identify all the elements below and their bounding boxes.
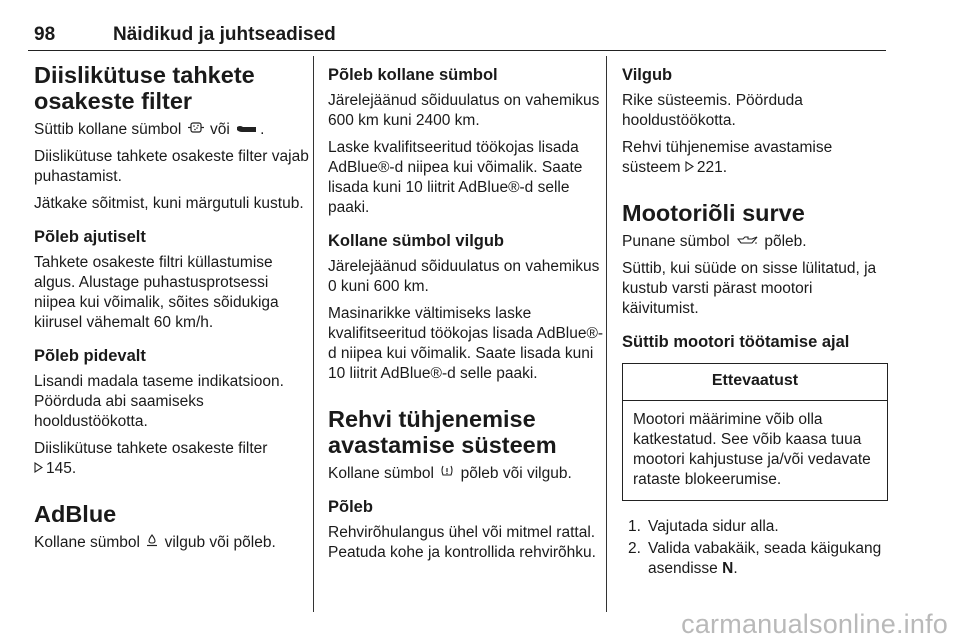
paragraph: Laske kvalifitseeritud töökojas lisada AdBlue®-d niipea kui võimalik. Saate lisada kuni 10 liitrit AdBlue®-d selle paaki. bbox=[328, 139, 583, 216]
paragraph: Rike süsteemis. Pöörduda hooldustöökotta. bbox=[622, 92, 803, 129]
page-reference[interactable]: 145. bbox=[46, 460, 77, 477]
dpf-filter-icon bbox=[188, 119, 204, 139]
subheading: Süttib mootori töötamise ajal bbox=[622, 333, 850, 351]
paragraph: Süttib kollane sümbol või . bbox=[34, 121, 265, 138]
subheading: Kollane sümbol vilgub bbox=[328, 232, 505, 250]
running-title: Näidikud ja juhtseadised bbox=[113, 24, 336, 45]
list-item: 1. Vajutada sidur alla. bbox=[628, 518, 779, 535]
section-title-tpms: Rehvi tühjenemise avastamise süsteem bbox=[328, 406, 557, 458]
tire-pressure-icon bbox=[440, 463, 454, 483]
page-number: 98 bbox=[34, 24, 56, 45]
section-title-dpf: Diislikütuse tahkete osakeste filter bbox=[34, 62, 255, 114]
paragraph: Diislikütuse tahkete osakeste filter 145. bbox=[34, 440, 268, 477]
caution-title: Ettevaatust bbox=[623, 364, 887, 401]
triangle-pointer-icon bbox=[34, 459, 43, 479]
column-3 bbox=[622, 62, 888, 581]
column-1 bbox=[34, 62, 314, 560]
steps-list bbox=[622, 517, 888, 579]
paragraph: Lisandi madala taseme indikatsioon. Pöörduda abi saamiseks hooldustöökotta. bbox=[34, 373, 284, 430]
page-reference[interactable]: 221. bbox=[696, 159, 728, 176]
paragraph: Punane sümbol põleb. bbox=[622, 233, 807, 250]
page-header bbox=[28, 20, 886, 51]
list-item: 2. Valida vabakäik, seada käigukang asendisse N. bbox=[628, 540, 882, 577]
watermark: carmanualsonline.info bbox=[681, 609, 948, 639]
paragraph: Kollane sümbol vilgub või põleb. bbox=[34, 534, 276, 551]
adblue-icon bbox=[146, 532, 158, 552]
exhaust-pipe-icon bbox=[236, 119, 258, 139]
column-2 bbox=[328, 62, 608, 570]
subheading: Põleb bbox=[328, 498, 373, 516]
paragraph: Järelejäänud sõiduulatus on vahemikus 0 kuni 600 km. bbox=[328, 258, 600, 295]
paragraph: Süttib, kui süüde on sisse lülitatud, ja kustub varsti pärast mootori käivitumist. bbox=[622, 260, 877, 317]
section-title-adblue: AdBlue bbox=[34, 501, 117, 527]
triangle-pointer-icon bbox=[685, 158, 694, 178]
paragraph: Järelejäänud sõiduulatus on vahemikus 600 km kuni 2400 km. bbox=[328, 92, 600, 129]
subheading: Põleb kollane sümbol bbox=[328, 66, 498, 84]
paragraph: Diislikütuse tahkete osakeste filter vajab puhastamist. bbox=[34, 148, 309, 185]
paragraph: Rehvi tühjenemise avastamise süsteem 221. bbox=[622, 139, 833, 176]
paragraph: Masinarikke vältimiseks laske kvalifitseeritud töökojas lisada AdBlue®-d niipea kui võimalik. Saate lisada kuni 10 liitrit AdBlue®-d selle paaki. bbox=[328, 305, 604, 382]
section-title-oil-pressure: Mootoriõli surve bbox=[622, 200, 805, 226]
paragraph: Kollane sümbol põleb või vilgub. bbox=[328, 465, 572, 482]
subheading: Vilgub bbox=[622, 66, 673, 84]
caution-box bbox=[622, 363, 888, 501]
paragraph: Rehvirõhulangus ühel või mitmel rattal. Peatuda kohe ja kontrollida rehvirõhku. bbox=[328, 524, 596, 561]
paragraph: Jätkake sõitmist, kuni märgutuli kustub. bbox=[34, 195, 304, 212]
subheading: Põleb pidevalt bbox=[34, 347, 146, 365]
subheading: Põleb ajutiselt bbox=[34, 228, 146, 246]
oil-can-icon bbox=[736, 231, 758, 251]
caution-text: Mootori määrimine võib olla katkestatud. See võib kaasa tuua mootori kahjustuse ja/või vedavate rataste blokeerumise. bbox=[633, 411, 871, 488]
paragraph: Tahkete osakeste filtri küllastumise algus. Alustage puhastusprotsessi niipea kui võimalik, sõites sõidukiga kiirusel vähemalt 60 km/h. bbox=[34, 254, 279, 331]
